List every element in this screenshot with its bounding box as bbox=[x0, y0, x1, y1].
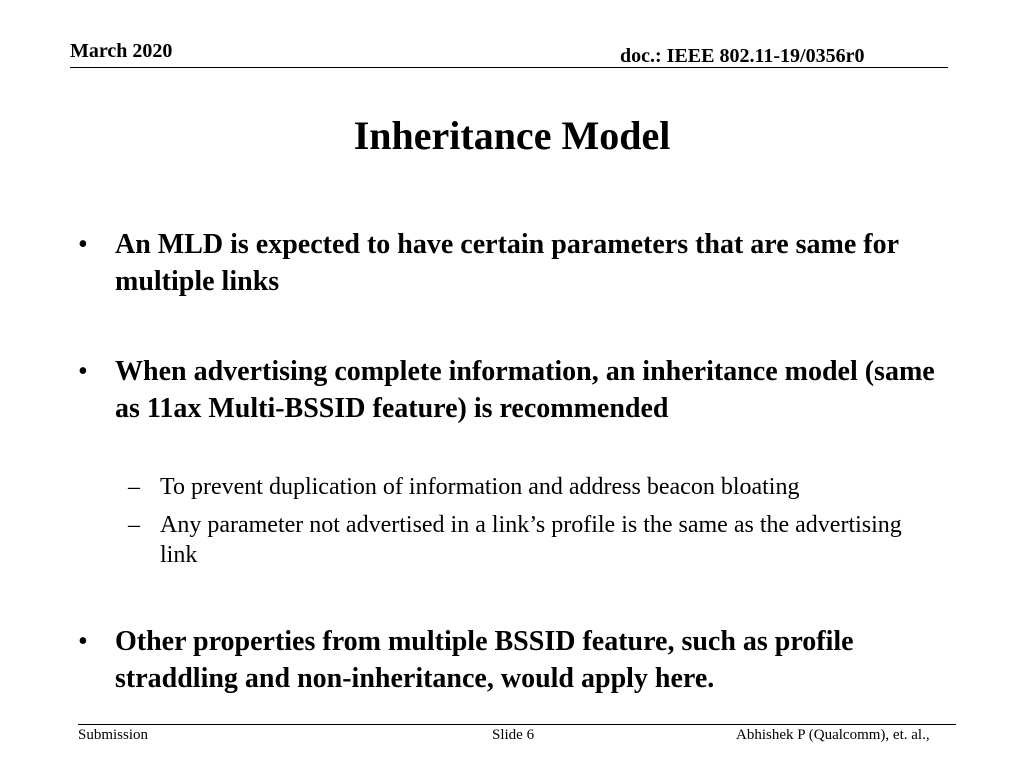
sub-bullet-marker: – bbox=[128, 474, 140, 500]
bullet-text: Other properties from multiple BSSID feature, such as profile straddling and non-inheritance, would apply here. bbox=[115, 626, 854, 694]
header-date: March 2020 bbox=[70, 40, 173, 62]
bullet-marker: • bbox=[78, 626, 88, 657]
bullet-text: An MLD is expected to have certain parameters that are same for multiple links bbox=[115, 229, 899, 297]
footer-author: Abhishek P (Qualcomm), et. al., bbox=[736, 727, 930, 743]
sub-bullet-text: To prevent duplication of information and address beacon bloating bbox=[160, 474, 800, 500]
sub-bullet-marker: – bbox=[128, 512, 140, 538]
bullet-text: When advertising complete information, an inheritance model (same as 11ax Multi-BSSID feature) is recommended bbox=[115, 356, 935, 424]
sub-bullet-1 bbox=[128, 472, 928, 502]
slide-title: Inheritance Model bbox=[353, 113, 671, 158]
bullet-3 bbox=[78, 623, 958, 697]
bullet-2 bbox=[78, 353, 958, 427]
bullet-1 bbox=[78, 226, 958, 300]
header-doc-id: doc.: IEEE 802.11-19/0356r0 bbox=[620, 45, 865, 67]
sub-bullet-text: Any parameter not advertised in a link’s profile is the same as the advertising link bbox=[160, 512, 902, 568]
footer-rule bbox=[78, 724, 956, 725]
sub-bullet-2 bbox=[128, 510, 928, 570]
bullet-marker: • bbox=[78, 229, 88, 260]
bullet-marker: • bbox=[78, 356, 88, 387]
footer-slide-number: Slide 6 bbox=[492, 727, 535, 743]
footer-submission: Submission bbox=[78, 727, 149, 743]
header-rule bbox=[70, 67, 948, 68]
